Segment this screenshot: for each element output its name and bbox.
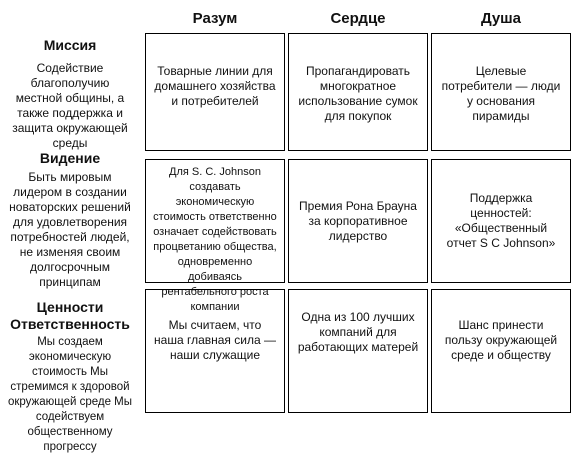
- cell-mission-soul: Целевые потребители — люди у основания пирамиды: [431, 33, 571, 151]
- cell-values-heart: Одна из 100 лучших компаний для работающих матерей: [288, 289, 428, 413]
- row-title: Миссия: [43, 37, 97, 53]
- cell-values-mind: Мы считаем, что наша главная сила — наши служащие: [145, 289, 285, 413]
- cell-values-soul: Шанс принести пользу окружающей среде и обществу: [431, 289, 571, 413]
- row-title-line-2: Ответственность: [10, 316, 130, 332]
- cell-mission-heart: Пропагандировать многократное использование сумок для покупок: [288, 33, 428, 151]
- row-label-mission: [0, 37, 140, 151]
- cell-vision-soul: Поддержка ценностей: «Общественный отчет S C Johnson»: [431, 159, 571, 283]
- cell-vision-mind: Для S. C. Johnson создавать экономическую стоимость ответственно означает содействовать процветанию общества, одновременно добиваясь рентабельного роста компании: [145, 159, 285, 283]
- row-description: Быть мировым лидером в создании новаторских решений для удовлетворения потребностей людей, не изменяя своим долгосрочным принципам: [9, 170, 131, 289]
- row-label-vision: [0, 150, 140, 290]
- row-description: Содействие благополучию местной общины, а также поддержка и защита окружающей среды: [12, 61, 128, 150]
- row-description: Мы создаем экономическую стоимость Мы стремимся к здоровой окружающей среде Мы содействуем общественному прогрессу: [7, 336, 133, 453]
- row-title: Видение: [39, 150, 101, 166]
- column-header-soul: Душа: [480, 10, 522, 27]
- column-header-mind: Разум: [192, 10, 238, 27]
- column-header-heart: Сердце: [330, 10, 386, 27]
- row-label-values: [0, 299, 140, 455]
- row-title-line-1: Ценности: [36, 299, 104, 315]
- cell-mission-mind: Товарные линии для домашнего хозяйства и потребителей: [145, 33, 285, 151]
- cell-vision-heart: Премия Рона Брауна за корпоративное лидерство: [288, 159, 428, 283]
